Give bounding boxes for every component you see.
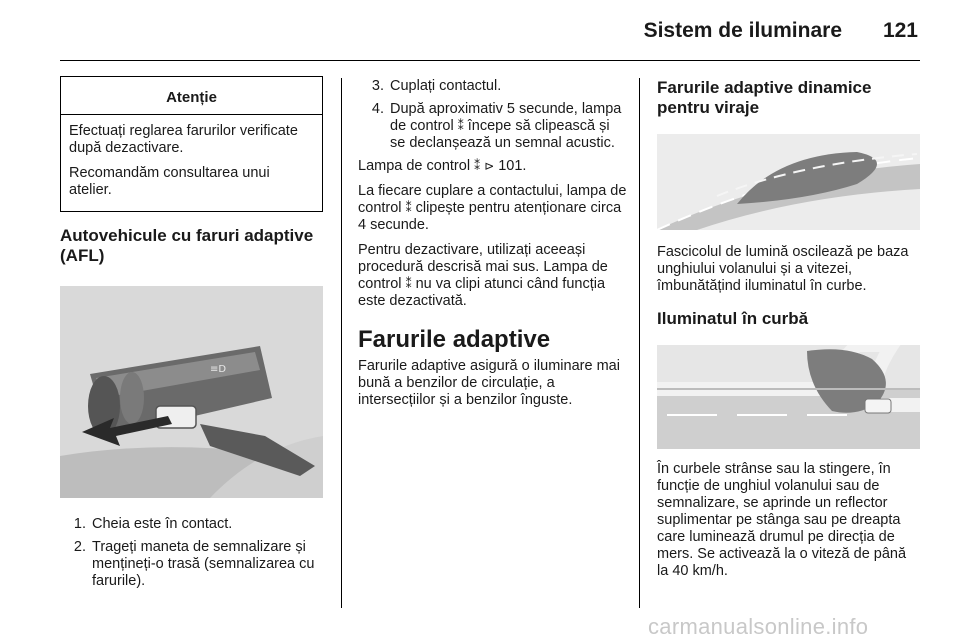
curve-lighting-figure — [657, 345, 920, 449]
step-text: Trageți maneta de semnalizare și mențineți-o trasă (semnalizarea cu farurile). — [92, 539, 315, 589]
headlamp-control-icon: ⁑ — [457, 119, 464, 133]
page-title: Sistem de iluminare — [643, 19, 842, 42]
column-divider-2 — [639, 78, 640, 608]
right-column — [657, 78, 920, 588]
step-text-part: După aproximativ 5 secunde, lampa de control — [390, 101, 622, 134]
text-part: Lampa de control — [358, 158, 471, 174]
page-reference-arrow-icon: ⊳ — [484, 159, 495, 173]
list-item — [60, 539, 323, 590]
warning-box — [60, 76, 323, 212]
section-title: Farurile adaptive — [358, 326, 551, 353]
warning-text-1: Efectuați reglarea farurilor verificate după dezactivare. — [69, 123, 298, 156]
step-number: 1. — [73, 516, 86, 532]
page-ref: 101. — [498, 158, 527, 174]
text-part: clipește pentru atenționare circa 4 secunde. — [358, 200, 622, 233]
list-item — [60, 516, 323, 533]
step-text — [390, 101, 628, 152]
curve-lighting-heading: Iluminatul în curbă — [657, 309, 809, 328]
headlamp-control-icon: ⁑ — [474, 159, 481, 173]
left-column — [60, 72, 323, 596]
lamp-reference-text — [358, 158, 628, 175]
header-rule — [60, 60, 920, 61]
column-divider-1 — [341, 78, 342, 608]
step-text: Cheia este în contact. — [92, 516, 233, 532]
svg-text:≡D: ≡D — [210, 364, 227, 375]
warning-body — [61, 115, 322, 211]
text-part: La fiecare cuplare a contactului, lampa de control — [358, 183, 627, 216]
warning-title: Atenție — [61, 77, 322, 115]
list-item — [358, 78, 628, 95]
curve-lighting-text: În curbele strânse sau la stingere, în funcție de unghiul volanului sau de semnalizare, se aprinde un reflector suplimentar pe stânga sau pe dreapta care luminează drumul pe direcția de mers. Se activează la o viteză de până la 40 km/h. — [657, 461, 907, 579]
list-item — [358, 101, 628, 152]
step-number: 3. — [371, 78, 384, 94]
deactivation-text — [358, 242, 628, 310]
blink-info-text — [358, 183, 628, 234]
step-number: 2. — [73, 539, 86, 555]
turn-signal-lever-figure — [60, 286, 323, 498]
step-number: 4. — [371, 101, 384, 117]
steps-list-left — [60, 516, 323, 590]
warning-text-2: Recomandăm consultarea unui atelier. — [69, 165, 270, 198]
headlamp-control-icon: ⁑ — [405, 277, 412, 291]
dynamic-curve-text: Fascicolul de lumină oscilează pe baza unghiului volanului și a vitezei, îmbunătățind iluminatul în curbe. — [657, 244, 909, 294]
page-number: 121 — [882, 19, 918, 42]
step-text-part: începe să clipească și se declanșează un semnal acustic. — [390, 118, 615, 151]
text-part: Pentru dezactivare, utilizați aceeași procedură descrisă mai sus. Lampa de control — [358, 242, 608, 292]
afl-heading: Autovehicule cu faruri adaptive (AFL) — [60, 226, 314, 265]
steps-list-middle — [358, 78, 628, 152]
step-text: Cuplați contactul. — [390, 78, 502, 94]
headlamp-control-icon: ⁑ — [405, 201, 412, 215]
watermark: carmanualsonline.info — [648, 614, 869, 639]
text-part: nu va clipi atunci când funcția este dezactivată. — [358, 276, 606, 309]
dynamic-curve-heading: Farurile adaptive dinamice pentru viraje — [657, 78, 872, 117]
middle-column — [358, 78, 628, 417]
dynamic-curve-figure — [657, 134, 920, 230]
section-intro-text: Farurile adaptive asigură o iluminare mai bună a benzilor de circulație, a intersecțiilor și a benzilor înguste. — [358, 358, 620, 408]
